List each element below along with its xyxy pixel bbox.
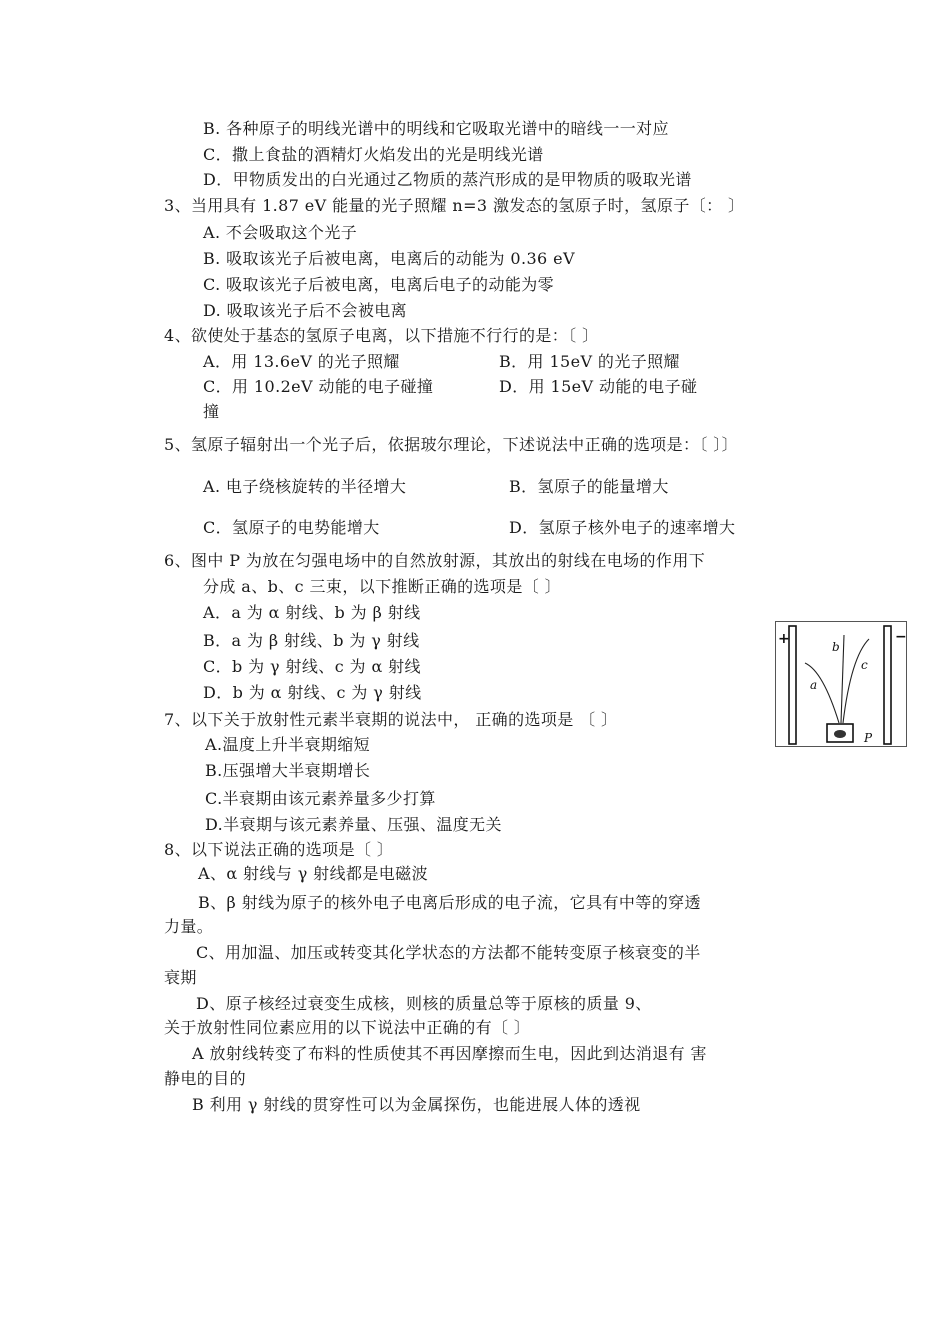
q4-option-a: A．用 13.6eV 的光子照耀 (203, 352, 400, 371)
q2-option-b: B. 各种原子的明线光谱中的明线和它吸取光谱中的暗线一一对应 (203, 119, 669, 138)
q9-option-b: B 利用 γ 射线的贯穿性可以为金属探伤，也能进展人体的透视 (192, 1095, 641, 1114)
minus-sign: − (895, 629, 907, 645)
q4-option-b: B．用 15eV 的光子照耀 (499, 352, 680, 371)
radiation-field-diagram (775, 621, 907, 747)
label-b: b (832, 640, 840, 654)
q5-option-b: B．氢原子的能量增大 (509, 477, 669, 496)
q3-option-c: C. 吸取该光子后被电离，电离后电子的动能为零 (203, 275, 555, 294)
radiation-field-figure (775, 621, 907, 747)
label-a: a (810, 678, 818, 692)
q5-option-c: C．氢原子的电势能增大 (203, 518, 380, 537)
q6-stem-line1: 6、图中 P 为放在匀强电场中的自然放射源，其放出的射线在电场的作用下 (164, 551, 706, 570)
q6-option-a: A．a 为 α 射线、b 为 β 射线 (203, 603, 421, 622)
positive-plate (789, 626, 796, 744)
q9-option-a-line2: 静电的目的 (164, 1069, 247, 1088)
q4-option-d-cont: 撞 (203, 402, 220, 421)
q4-option-c: C．用 10.2eV 动能的电子碰撞 (203, 377, 434, 396)
q6-stem-line2: 分成 a、b、c 三束，以下推断正确的选项是〔 〕 (203, 577, 562, 596)
q5-stem: 5、氢原子辐射出一个光子后，依据玻尔理论，下述说法中正确的选项是：〔 〕〕 (164, 435, 739, 454)
q2-option-c: C．撒上食盐的酒精灯火焰发出的光是明线光谱 (203, 145, 544, 164)
q5-option-a: A. 电子绕核旋转的半径增大 (203, 477, 407, 496)
q8-stem: 8、以下说法正确的选项是〔 〕 (164, 840, 394, 859)
q8-option-b-line1: B、β 射线为原子的核外电子电离后形成的电子流，它具有中等的穿透 (198, 893, 701, 912)
q4-stem: 4、欲使处于基态的氢原子电离，以下措施不行行的是：〔 〕 (164, 326, 599, 345)
q8-option-b-line2: 力量。 (164, 917, 214, 936)
q9-option-a-line1: A 放射线转变了布料的性质使其不再因摩擦而生电，因此到达消退有 害 (192, 1044, 707, 1063)
label-c: c (861, 658, 868, 672)
q8-option-d: D、原子核经过衰变生成核，则核的质量总等于原核的质量 9、 (196, 994, 652, 1013)
q7-option-c: C.半衰期由该元素养量多少打算 (205, 789, 436, 808)
q6-option-c: C．b 为 γ 射线、c 为 α 射线 (203, 657, 421, 676)
q6-option-b: B．a 为 β 射线、b 为 γ 射线 (203, 631, 420, 650)
q8-option-c-line1: C、用加温、加压或转变其化学状态的方法都不能转变原子核衰变的半 (196, 943, 701, 962)
q3-option-a: A. 不会吸取这个光子 (203, 223, 358, 242)
q7-stem: 7、以下关于放射性元素半衰期的说法中， 正确的选项是 〔 〕 (164, 710, 618, 729)
q7-option-a: A.温度上升半衰期缩短 (205, 735, 371, 754)
q4-option-d: D．用 15eV 动能的电子碰 (499, 377, 698, 396)
q2-option-d: D．甲物质发出的白光通过乙物质的蒸汽形成的是甲物质的吸取光谱 (203, 170, 692, 189)
q3-stem: 3、当用具有 1.87 eV 能量的光子照耀 n=3 激发态的氢原子时，氢原子〔： 〕 (164, 196, 745, 215)
plus-sign: + (778, 631, 790, 647)
q8-option-a: A、α 射线与 γ 射线都是电磁波 (198, 864, 428, 883)
q3-option-b: B. 吸取该光子后被电离，电离后的动能为 0.36 eV (203, 249, 575, 268)
label-p: P (864, 731, 873, 745)
q5-option-d: D．氢原子核外电子的速率增大 (509, 518, 736, 537)
q8-option-c-line2: 衰期 (164, 968, 197, 987)
q9-stem: 关于放射性同位素应用的以下说法中正确的有〔 〕 (164, 1018, 531, 1037)
q7-option-b: B.压强增大半衰期增长 (205, 761, 371, 780)
q7-option-d: D.半衰期与该元素养量、压强、温度无关 (205, 815, 502, 834)
radiation-source (834, 730, 846, 738)
negative-plate (884, 626, 891, 744)
q6-option-d: D．b 为 α 射线、c 为 γ 射线 (203, 683, 422, 702)
q3-option-d: D. 吸取该光子后不会被电离 (203, 301, 408, 320)
